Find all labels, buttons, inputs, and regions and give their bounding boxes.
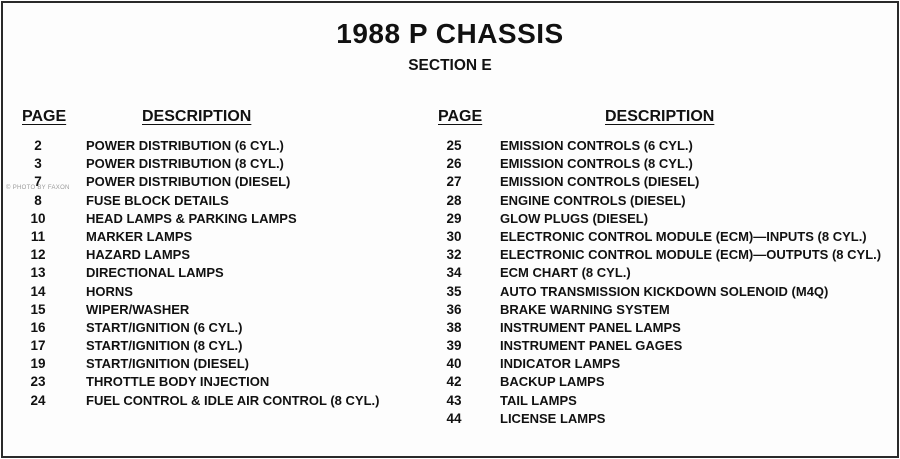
toc-row [434, 210, 894, 228]
toc-description: START/IGNITION (DIESEL) [86, 356, 249, 372]
toc-row [434, 392, 894, 410]
toc-row [18, 392, 408, 410]
toc-row [434, 355, 894, 373]
document-title: 1988 P CHASSIS [336, 18, 564, 49]
toc-description: TAIL LAMPS [500, 392, 577, 408]
toc-row [18, 283, 408, 301]
toc-row [18, 137, 408, 155]
toc-page-number: 12 [30, 247, 46, 263]
section-label: SECTION E [408, 57, 492, 74]
toc-page-number: 26 [446, 156, 462, 172]
toc-row [434, 192, 894, 210]
right-page-header: PAGE [438, 108, 483, 125]
toc-row [434, 373, 894, 391]
toc-description: ELECTRONIC CONTROL MODULE (ECM)—OUTPUTS (8 CYL.) [500, 247, 882, 263]
toc-page-number: 34 [446, 265, 462, 281]
toc-page-number: 19 [30, 356, 46, 372]
toc-description: POWER DISTRIBUTION (6 CYL.) [86, 138, 284, 153]
toc-row [434, 264, 894, 282]
toc-page-number: 25 [446, 138, 462, 153]
toc-page-number: 16 [30, 319, 46, 335]
toc-page-number: 42 [446, 374, 462, 390]
toc-description: EMISSION CONTROLS (8 CYL.) [500, 156, 693, 172]
toc-description: INSTRUMENT PANEL LAMPS [500, 319, 681, 335]
toc-page-number: 11 [30, 228, 46, 244]
toc-description: MARKER LAMPS [86, 228, 193, 244]
toc-row [18, 373, 408, 391]
toc-description: DIRECTIONAL LAMPS [86, 265, 224, 281]
toc-row [18, 192, 408, 210]
toc-page-number: 39 [446, 338, 462, 354]
toc-row [18, 155, 408, 173]
toc-row [434, 137, 894, 155]
toc-page-number: 14 [30, 283, 46, 299]
right-toc-list [434, 137, 894, 428]
toc-page-number: 29 [446, 210, 462, 226]
toc-page-number: 23 [30, 374, 46, 390]
toc-description: POWER DISTRIBUTION (8 CYL.) [86, 156, 284, 172]
toc-page-number: 35 [446, 283, 462, 299]
toc-row [18, 228, 408, 246]
toc-description: LICENSE LAMPS [500, 410, 606, 426]
toc-description: EMISSION CONTROLS (6 CYL.) [500, 138, 693, 153]
toc-row [18, 173, 408, 191]
toc-page-number: 44 [446, 410, 462, 426]
toc-description: EMISSION CONTROLS (DIESEL) [500, 174, 700, 190]
toc-description: BACKUP LAMPS [500, 374, 605, 390]
toc-row [434, 410, 894, 428]
toc-row [434, 283, 894, 301]
toc-description: HAZARD LAMPS [86, 247, 190, 263]
toc-page-number: 17 [30, 338, 46, 354]
toc-row [18, 301, 408, 319]
toc-row [434, 319, 894, 337]
toc-row [18, 355, 408, 373]
toc-page-number: 28 [446, 192, 462, 208]
toc-row [18, 319, 408, 337]
toc-description: START/IGNITION (6 CYL.) [86, 319, 243, 335]
toc-page-number: 24 [30, 392, 46, 408]
toc-row [434, 337, 894, 355]
toc-description: GLOW PLUGS (DIESEL) [500, 210, 649, 226]
toc-page-number: 15 [30, 301, 46, 317]
toc-page-number: 40 [446, 356, 462, 372]
toc-row [434, 246, 894, 264]
photo-watermark: © PHOTO BY FAXON [6, 185, 70, 191]
toc-row [18, 264, 408, 282]
toc-row [18, 210, 408, 228]
toc-description: INSTRUMENT PANEL GAGES [500, 338, 683, 354]
left-description-header: DESCRIPTION [142, 108, 252, 125]
toc-description: HEAD LAMPS & PARKING LAMPS [86, 210, 297, 226]
toc-description: HORNS [86, 283, 133, 299]
left-toc-list [18, 137, 408, 410]
right-description-header: DESCRIPTION [605, 108, 715, 125]
toc-row [434, 228, 894, 246]
toc-description: THROTTLE BODY INJECTION [86, 374, 270, 390]
toc-page-number: 7 [34, 174, 42, 190]
toc-description: ECM CHART (8 CYL.) [500, 265, 631, 281]
toc-page-number: 2 [34, 138, 42, 153]
toc-description: BRAKE WARNING SYSTEM [500, 301, 670, 317]
toc-page-number: 10 [30, 210, 46, 226]
toc-page-number: 43 [446, 392, 462, 408]
toc-description: FUEL CONTROL & IDLE AIR CONTROL (8 CYL.) [86, 392, 380, 408]
toc-description: FUSE BLOCK DETAILS [86, 192, 229, 208]
toc-row [18, 337, 408, 355]
toc-page-number: 36 [446, 301, 462, 317]
toc-description: START/IGNITION (8 CYL.) [86, 338, 243, 354]
toc-description: POWER DISTRIBUTION (DIESEL) [86, 174, 291, 190]
toc-page-number: 13 [30, 265, 46, 281]
toc-page-number: 3 [34, 156, 42, 172]
left-page-header: PAGE [22, 108, 67, 125]
toc-row [434, 301, 894, 319]
toc-row [18, 246, 408, 264]
toc-row [434, 173, 894, 191]
toc-page-number: 27 [446, 174, 462, 190]
toc-page-number: 30 [446, 228, 462, 244]
toc-description: INDICATOR LAMPS [500, 356, 621, 372]
toc-description: ENGINE CONTROLS (DIESEL) [500, 192, 686, 208]
toc-description: WIPER/WASHER [86, 301, 190, 317]
toc-description: AUTO TRANSMISSION KICKDOWN SOLENOID (M4Q) [500, 283, 829, 299]
toc-row [434, 155, 894, 173]
toc-page-number: 32 [446, 247, 462, 263]
toc-page-number: 8 [34, 192, 42, 208]
toc-page-number: 38 [446, 319, 462, 335]
toc-description: ELECTRONIC CONTROL MODULE (ECM)—INPUTS (8 CYL.) [500, 228, 867, 244]
